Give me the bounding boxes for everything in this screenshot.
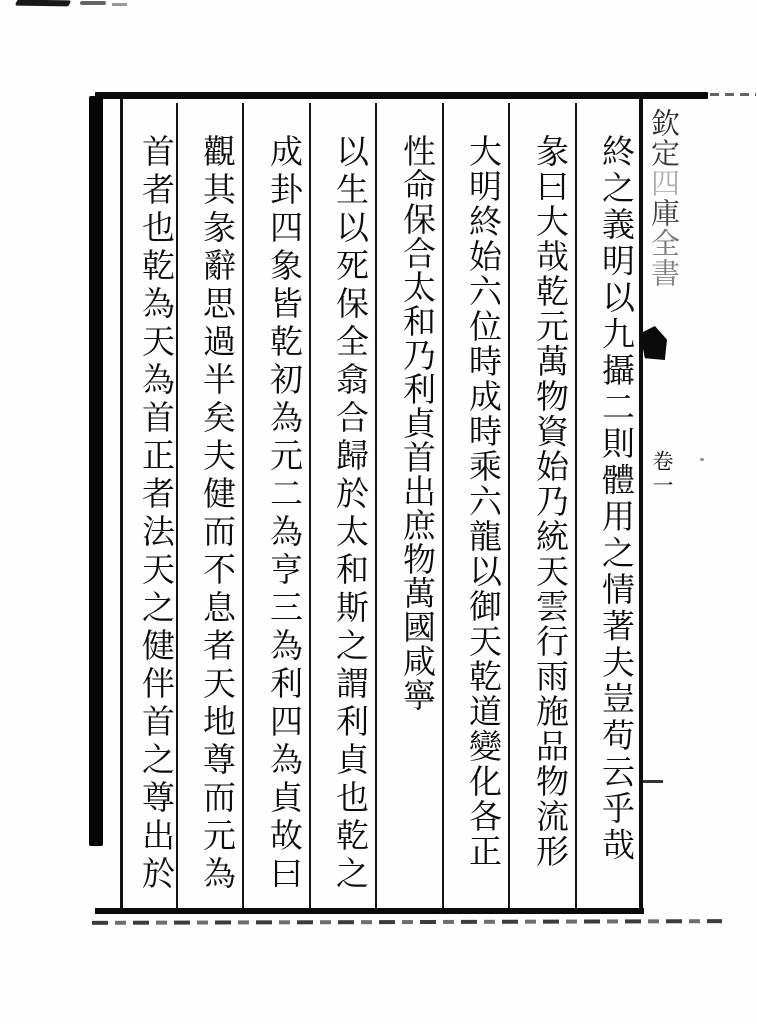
margin-series-title — [644, 108, 681, 338]
text-column-2: 彖曰大哉乾元萬物資始乃統天雲行雨施品物流形 — [531, 134, 570, 869]
frame-border-top — [95, 92, 708, 99]
frame-border-left — [120, 96, 123, 912]
column-separator — [309, 103, 311, 909]
top-edge-ink-smudge — [15, 0, 71, 6]
margin-tick-mark — [642, 780, 663, 783]
text-column-4: 性命保合太和乃利貞首出庶物萬國咸寧 — [398, 134, 437, 712]
column-separator — [242, 103, 244, 909]
frame-border-right — [639, 92, 643, 914]
frame-border-top-dashes — [710, 93, 756, 96]
margin-title-char: 書 — [647, 258, 681, 288]
bottom-page-edge-line — [92, 919, 722, 925]
column-separator — [442, 103, 444, 909]
text-column-7: 觀其彖辭思過半矣夫健而不息者天地尊而元為 — [198, 134, 237, 894]
column-separator — [508, 103, 510, 909]
text-column-1: 終之義明以九攝二則體用之情著夫豈苟云乎哉 — [597, 134, 636, 864]
top-edge-ink-smudge — [80, 1, 106, 5]
column-separator — [375, 103, 377, 909]
text-column-6: 成卦四象皆乾初為元二為亨三為利四為貞故曰 — [265, 134, 304, 894]
margin-title-char: 全 — [647, 228, 681, 258]
margin-title-char: 庫 — [647, 198, 681, 228]
margin-title-char: 四 — [647, 168, 681, 198]
text-column-5: 以生以死保全翕合歸於太和斯之謂利貞也乾之 — [331, 134, 370, 894]
margin-title-char: 定 — [647, 138, 681, 168]
text-column-3: 大明終始六位時成時乘六龍以御天乾道變化各正 — [464, 134, 503, 869]
margin-speck — [700, 458, 704, 461]
column-separator — [176, 103, 178, 909]
top-edge-ink-smudge — [112, 3, 127, 6]
volume-number-label: 卷一 — [650, 450, 674, 498]
text-column-8: 首者也乾為天為首正者法天之健伴首之尊出於 — [137, 134, 176, 894]
binding-gutter-ink-bar — [89, 96, 103, 846]
margin-title-char: 欽 — [647, 108, 681, 138]
column-separator — [575, 103, 577, 909]
